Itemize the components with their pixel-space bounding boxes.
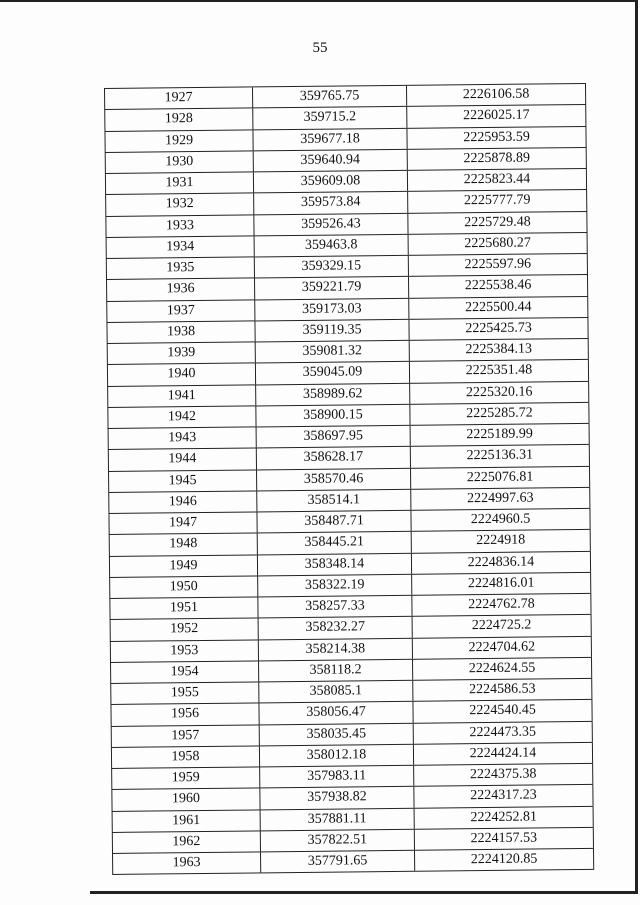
value-a-cell: 357983.11 [259,766,413,788]
value-a-cell: 359573.84 [253,192,407,214]
year-cell: 1943 [108,427,256,449]
value-a-cell: 359173.03 [254,298,408,320]
value-b-cell: 2225189.99 [410,424,590,446]
year-cell: 1931 [105,172,253,194]
value-a-cell: 359640.94 [253,150,407,172]
value-a-cell: 357791.65 [260,851,414,873]
value-a-cell: 359119.35 [254,320,408,342]
coordinate-table [104,83,594,875]
value-b-cell: 2224704.62 [412,636,592,658]
year-cell: 1950 [109,576,257,598]
year-cell: 1934 [106,236,254,258]
year-cell: 1940 [107,364,255,386]
value-a-cell: 358514.1 [256,490,410,512]
year-cell: 1927 [104,87,252,109]
value-b-cell: 2225680.27 [408,233,588,255]
value-b-cell: 2224624.55 [412,658,592,680]
scan-border-bottom [90,891,638,894]
value-b-cell: 2224918 [411,530,591,552]
value-b-cell: 2224252.81 [414,806,594,828]
value-a-cell: 358214.38 [258,638,412,660]
value-a-cell: 358989.62 [255,383,409,405]
value-a-cell: 358257.33 [257,596,411,618]
value-a-cell: 359463.8 [254,235,408,257]
year-cell: 1954 [110,661,258,683]
value-b-cell: 2224424.14 [413,743,593,765]
value-a-cell: 359609.08 [253,171,407,193]
value-b-cell: 2224120.85 [414,849,594,871]
value-b-cell: 2225500.44 [408,296,588,318]
year-cell: 1948 [109,534,257,556]
value-b-cell: 2225285.72 [409,403,589,425]
year-cell: 1953 [110,640,258,662]
year-cell: 1951 [109,597,257,619]
year-cell: 1938 [106,321,254,343]
value-b-cell: 2224540.45 [412,700,592,722]
value-a-cell: 359081.32 [255,341,409,363]
value-b-cell: 2224997.63 [410,488,590,510]
value-b-cell: 2225729.48 [407,211,587,233]
value-a-cell: 359677.18 [252,128,406,150]
value-a-cell: 358487.71 [256,511,410,533]
year-cell: 1941 [107,385,255,407]
year-cell: 1962 [112,831,260,853]
value-b-cell: 2225384.13 [409,339,589,361]
page-number: 55 [312,40,328,56]
year-cell: 1947 [108,512,256,534]
value-a-cell: 359526.43 [253,213,407,235]
value-b-cell: 2225597.96 [408,254,588,276]
year-cell: 1930 [105,151,253,173]
value-a-cell: 357938.82 [259,787,413,809]
year-cell: 1945 [108,470,256,492]
value-a-cell: 358570.46 [256,468,410,490]
year-cell: 1932 [105,194,253,216]
year-cell: 1937 [106,300,254,322]
value-a-cell: 358118.2 [258,660,412,682]
value-b-cell: 2225076.81 [410,466,590,488]
year-cell: 1963 [112,852,260,874]
scan-border-right [635,0,638,893]
year-cell: 1956 [110,704,258,726]
value-b-cell: 2225320.16 [409,381,589,403]
year-cell: 1942 [107,406,255,428]
value-a-cell: 358628.17 [256,447,410,469]
value-b-cell: 2224816.01 [411,573,591,595]
value-b-cell: 2224836.14 [411,551,591,573]
value-a-cell: 358085.1 [258,681,412,703]
value-b-cell: 2226025.17 [406,105,586,127]
value-a-cell: 357881.11 [260,808,414,830]
value-a-cell: 358900.15 [255,405,409,427]
year-cell: 1929 [104,130,252,152]
value-b-cell: 2224725.2 [412,615,592,637]
value-a-cell: 359329.15 [254,256,408,278]
year-cell: 1939 [107,342,255,364]
value-b-cell: 2226106.58 [406,84,586,106]
value-b-cell: 2224960.5 [410,509,590,531]
value-b-cell: 2224762.78 [411,594,591,616]
year-cell: 1933 [105,215,253,237]
value-a-cell: 359715.2 [252,107,406,129]
value-b-cell: 2224157.53 [414,828,594,850]
value-b-cell: 2224473.35 [413,721,593,743]
value-b-cell: 2224317.23 [413,785,593,807]
year-cell: 1946 [108,491,256,513]
value-b-cell: 2225425.73 [408,318,588,340]
year-cell: 1957 [111,725,259,747]
year-cell: 1955 [110,682,258,704]
value-a-cell: 359221.79 [254,277,408,299]
value-b-cell: 2225538.46 [408,275,588,297]
value-a-cell: 358232.27 [258,617,412,639]
year-cell: 1949 [109,555,257,577]
value-b-cell: 2224586.53 [412,679,592,701]
year-cell: 1928 [104,109,252,131]
value-b-cell: 2225351.48 [409,360,589,382]
value-a-cell: 358348.14 [257,553,411,575]
year-cell: 1944 [108,449,256,471]
value-b-cell: 2224375.38 [413,764,593,786]
value-a-cell: 357822.51 [260,830,414,852]
value-a-cell: 359765.75 [252,86,406,108]
value-a-cell: 358035.45 [259,723,413,745]
value-a-cell: 358322.19 [257,575,411,597]
year-cell: 1958 [111,746,259,768]
year-cell: 1936 [106,279,254,301]
value-a-cell: 358697.95 [256,426,410,448]
value-b-cell: 2225777.79 [407,190,587,212]
value-a-cell: 358056.47 [258,702,412,724]
year-cell: 1961 [112,810,260,832]
year-cell: 1959 [111,767,259,789]
year-cell: 1952 [110,619,258,641]
year-cell: 1960 [111,789,259,811]
value-b-cell: 2225136.31 [410,445,590,467]
value-b-cell: 2225878.89 [407,148,587,170]
value-b-cell: 2225823.44 [407,169,587,191]
year-cell: 1935 [106,257,254,279]
value-a-cell: 358445.21 [257,532,411,554]
value-b-cell: 2225953.59 [406,126,586,148]
scan-border-top [0,0,636,2]
value-a-cell: 358012.18 [259,745,413,767]
value-a-cell: 359045.09 [255,362,409,384]
